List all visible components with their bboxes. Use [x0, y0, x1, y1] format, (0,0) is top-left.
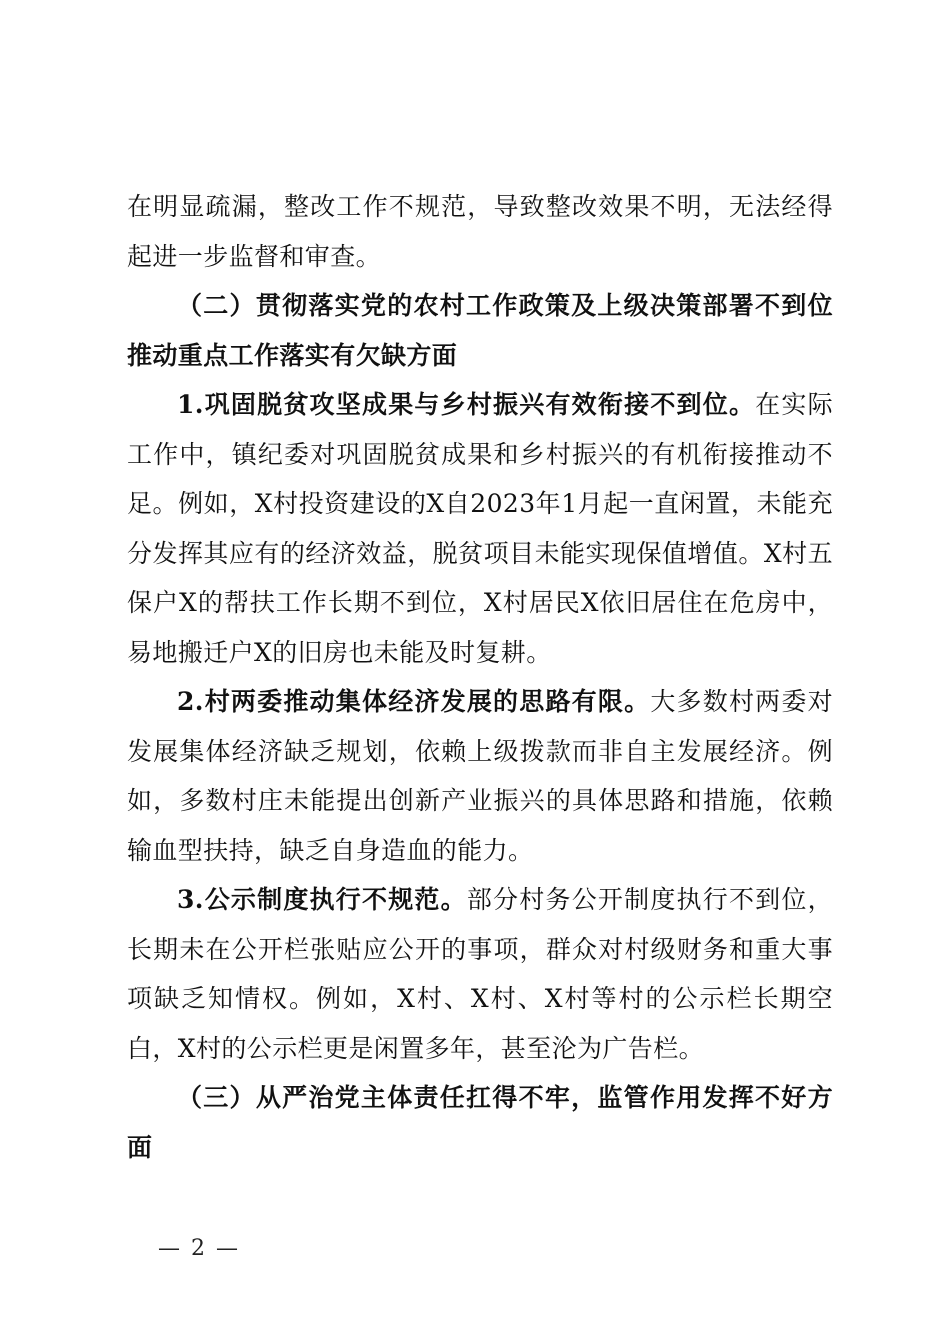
paragraph-lead: 2.村两委推动集体经济发展的思路有限。	[177, 687, 651, 716]
heading-text: （二）贯彻落实党的农村工作政策及上级决策部署不到位推动重点工作落实有欠缺方面	[127, 291, 833, 370]
paragraph-text: 大多数村两委对发展集体经济缺乏规划，依赖上级拨款而非自主发展经济。例如，多数村庄未能提出创新产业振兴的具体思路和措施，依赖输血型扶持，缺乏自身造血的能力。	[127, 687, 833, 865]
paragraph-text: 部分村务公开制度执行不到位，长期未在公开栏张贴应公开的事项，群众对村级财务和重大事项缺乏知情权。例如，X村、X村、X村等村的公示栏长期空白，X村的公示栏更是闲置多年，甚至沦为广告栏。	[127, 885, 833, 1063]
paragraph-lead: 3.公示制度执行不规范。	[177, 885, 467, 914]
paragraph-text: 在实际工作中，镇纪委对巩固脱贫成果和乡村振兴的有机衔接推动不足。例如，X村投资建设的X自2023年1月起一直闲置，未能充分发挥其应有的经济效益，脱贫项目未能实现保值增值。X村五保户X的帮扶工作长期不到位，X村居民X依旧居住在危房中，易地搬迁户X的旧房也未能及时复耕。	[127, 390, 833, 667]
paragraph-item-1	[127, 380, 833, 677]
section-heading-2	[127, 281, 833, 380]
paragraph-item-2	[127, 677, 833, 875]
paragraph-continuation	[127, 182, 833, 281]
section-heading-3	[127, 1073, 833, 1172]
paragraph-lead: 1.巩固脱贫攻坚成果与乡村振兴有效衔接不到位。	[177, 390, 756, 419]
document-body	[127, 182, 833, 1172]
heading-text: （三）从严治党主体责任扛得不牢，监管作用发挥不好方面	[127, 1083, 833, 1162]
paragraph-text: 在明显疏漏，整改工作不规范，导致整改效果不明，无法经得起进一步监督和审查。	[127, 192, 833, 271]
page-number: — 2 —	[158, 1236, 240, 1261]
paragraph-item-3	[127, 875, 833, 1073]
